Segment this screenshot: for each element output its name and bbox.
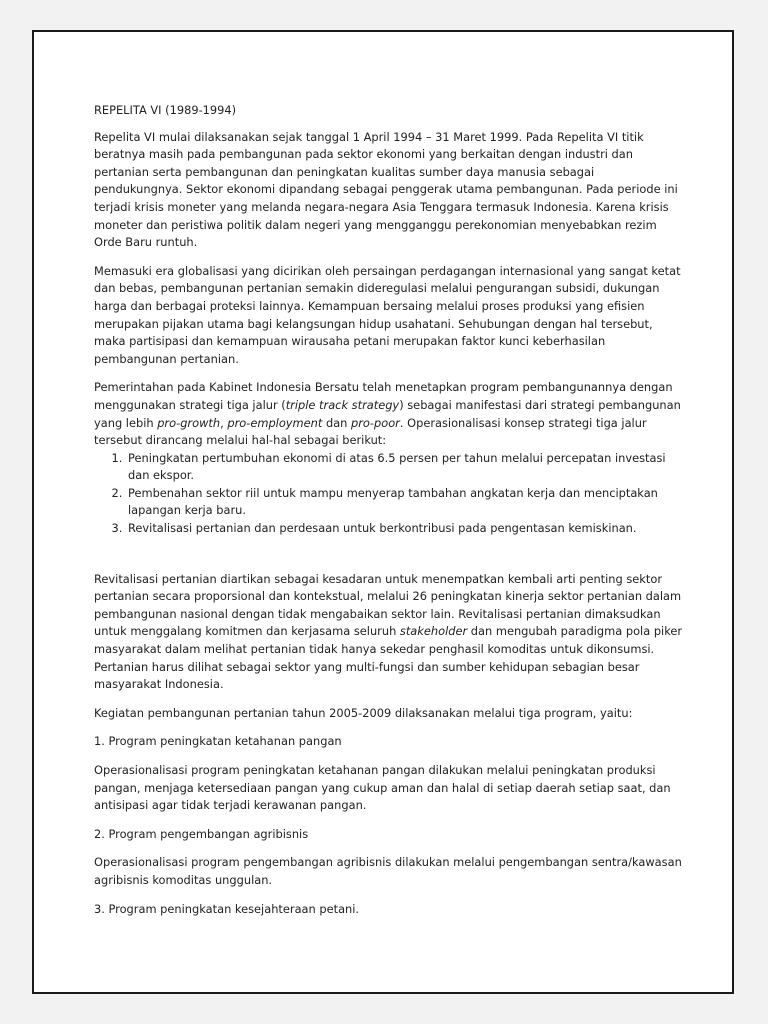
italic-term: pro-growth [157, 415, 221, 430]
paragraph-kegiatan: Kegiatan pembangunan pertanian tahun 2005-2009 dilaksanakan melalui tiga program, yaitu: [94, 705, 633, 720]
document-page [32, 30, 734, 994]
program-1-description: Operasionalisasi program peningkatan ketahanan pangan dilakukan melalui peningkatan produksi pangan, menjaga ketersediaan pangan yang cukup aman dan halal di setiap daerah setiap saat, dan antisipasi agar tidak terjadi kerawanan pangan. [94, 763, 671, 813]
list-item: 1. Peningkatan pertumbuhan ekonomi di atas 6.5 persen per tahun melalui percepatan investasi dan ekspor. [126, 450, 684, 485]
italic-term: triple track strategy [285, 397, 400, 412]
paragraph-kabinet [94, 379, 684, 449]
text-run: Revitalisasi pertanian diartikan sebagai kesadaran untuk menempatkan kembali arti penting sektor pertanian secara proporsional dan kontekstual, melalui 26 peningkatan kinerja sektor pertanian dalam pembangunan nasional dengan tidak mengabaikan sektor lain. Revitalisasi pertanian dimaksudkan untuk menggalang komitmen dan kerjasama seluruh [94, 571, 682, 639]
paragraph-globalisasi: Memasuki era globalisasi yang dicirikan oleh persaingan perdagangan internasional yang sangat ketat dan bebas, pembangunan pertanian semakin dideregulasi melalui pengurangan subsidi, dukungan harga dan berbagai proteksi lainnya. Kemampuan bersaing melalui proses produksi yang efisien merupakan pijakan utama bagi kelangsungan hidup usahatani. Sehubungan dengan hal tersebut, maka partisipasi dan kemampuan wirausaha petani merupakan faktor kunci keberhasilan pembangunan pertanian. [94, 263, 681, 366]
section-heading: REPELITA VI (1989-1994) [94, 103, 237, 117]
text-run: Pemerintahan pada Kabinet Indonesia Bersatu telah menetapkan program pembangunannya dengan menggunakan strategi tiga jalur ( [94, 380, 673, 412]
program-3-title: 3. Program peningkatan kesejahteraan petani. [94, 901, 360, 916]
strategy-list [94, 450, 684, 538]
program-2-description: Operasionalisasi program pengembangan agribisnis dilakukan melalui pengembangan sentra/kawasan agribisnis komoditas unggulan. [94, 855, 682, 887]
paragraph-repelita-vi: Repelita VI mulai dilaksanakan sejak tanggal 1 April 1994 – 31 Maret 1999. Pada Repelita VI titik beratnya masih pada pembangunan pada sektor ekonomi yang berkaitan dengan industri dan pertanian serta pembangunan dan peningkatan kualitas sumber daya manusia sebagai pendukungnya. Sektor ekonomi dipandang sebagai penggerak utama pembangunan. Pada periode ini terjadi krisis moneter yang melanda negara-negara Asia Tenggara termasuk Indonesia. Karena krisis moneter dan peristiwa politik dalam negeri yang mengganggu perekonomian menyebabkan rezim Orde Baru runtuh. [94, 129, 678, 250]
program-1-title: 1. Program peningkatan ketahanan pangan [94, 734, 342, 749]
document-body [94, 102, 684, 929]
text-run: ) sebagai manifestasi dari strategi pembangunan yang lebih [94, 397, 681, 430]
text-run: . Operasionalisasi konsep strategi tiga jalur tersebut dirancang melalui hal-hal sebagai berikut: [94, 415, 647, 448]
text-run: , [220, 415, 228, 430]
paragraph-revitalisasi [94, 571, 684, 694]
spacer [94, 549, 684, 571]
text-run: dan [322, 415, 352, 430]
list-item: 3. Revitalisasi pertanian dan perdesaan untuk berkontribusi pada pengentasan kemiskinan. [126, 520, 684, 538]
list-item: 2. Pembenahan sektor riil untuk mampu menyerap tambahan angkatan kerja dan menciptakan lapangan kerja baru. [126, 485, 684, 520]
program-2-title: 2. Program pengembangan agribisnis [94, 826, 309, 841]
italic-term: pro-employment [227, 415, 323, 430]
text-run: dan mengubah paradigma pola piker masyarakat dalam melihat pertanian tidak hanya sekedar penghasil komoditas untuk dikonsumsi. Pertanian harus dilihat sebagai sektor yang multi-fungsi dan sumber kehidupan sebagian besar masyarakat Indonesia. [94, 624, 683, 692]
italic-term: pro-poor [351, 415, 400, 430]
italic-term: stakeholder [399, 624, 468, 639]
